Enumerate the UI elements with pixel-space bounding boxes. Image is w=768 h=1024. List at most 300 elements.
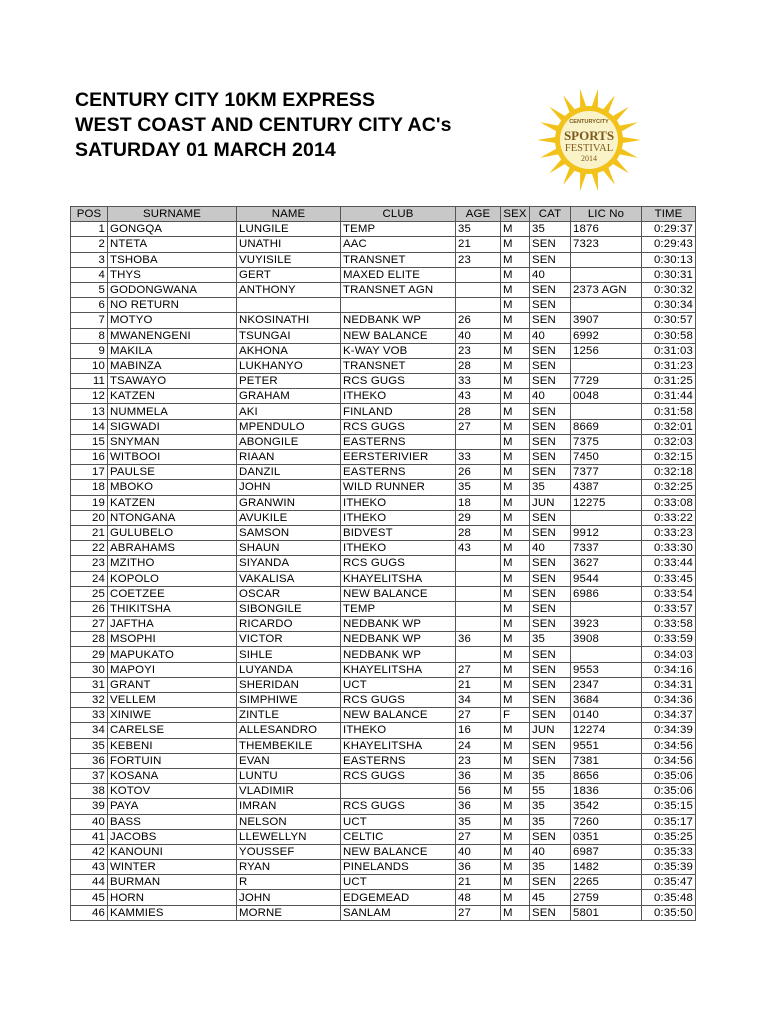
surname-cell: MOTYO (108, 313, 237, 328)
club-cell: K-WAY VOB (341, 343, 456, 358)
name-cell: AKI (237, 404, 341, 419)
time-cell: 0:33:54 (642, 586, 696, 601)
time-cell: 0:31:58 (642, 404, 696, 419)
age-cell: 36 (456, 768, 501, 783)
lic-no-cell: 6992 (571, 328, 642, 343)
time-cell: 0:29:37 (642, 222, 696, 237)
table-row (71, 647, 696, 662)
pos-cell: 24 (71, 571, 108, 586)
pos-cell: 10 (71, 358, 108, 373)
name-cell: NELSON (237, 814, 341, 829)
sex-cell: M (501, 784, 530, 799)
cat-cell: 40 (530, 328, 571, 343)
surname-cell: MSOPHI (108, 632, 237, 647)
table-row (71, 343, 696, 358)
pos-cell: 1 (71, 222, 108, 237)
pos-cell: 34 (71, 723, 108, 738)
age-cell: 23 (456, 252, 501, 267)
surname-cell: KATZEN (108, 495, 237, 510)
club-cell: RCS GUGS (341, 374, 456, 389)
lic-no-cell: 12275 (571, 495, 642, 510)
name-cell: MORNE (237, 905, 341, 920)
lic-no-cell: 12274 (571, 723, 642, 738)
table-row (71, 328, 696, 343)
table-row (71, 905, 696, 920)
table-row (71, 829, 696, 844)
pos-cell: 16 (71, 450, 108, 465)
surname-cell: SNYMAN (108, 434, 237, 449)
header-name: NAME (237, 207, 341, 222)
name-cell: ABONGILE (237, 434, 341, 449)
surname-cell: MBOKO (108, 480, 237, 495)
club-cell: NEDBANK WP (341, 313, 456, 328)
sex-cell: M (501, 753, 530, 768)
lic-no-cell: 5801 (571, 905, 642, 920)
name-cell: SHERIDAN (237, 677, 341, 692)
age-cell (456, 282, 501, 297)
club-cell: NEW BALANCE (341, 708, 456, 723)
age-cell (456, 434, 501, 449)
lic-no-cell: 3923 (571, 617, 642, 632)
age-cell: 36 (456, 860, 501, 875)
cat-cell: SEN (530, 525, 571, 540)
club-cell: MAXED ELITE (341, 267, 456, 282)
table-row (71, 404, 696, 419)
pos-cell: 13 (71, 404, 108, 419)
age-cell (456, 298, 501, 313)
table-row (71, 282, 696, 297)
cat-cell: SEN (530, 662, 571, 677)
name-cell: EVAN (237, 753, 341, 768)
club-cell: RCS GUGS (341, 419, 456, 434)
table-row (71, 419, 696, 434)
surname-cell: MAKILA (108, 343, 237, 358)
lic-no-cell: 1876 (571, 222, 642, 237)
sun-ray (619, 122, 638, 132)
club-cell: NEW BALANCE (341, 844, 456, 859)
surname-cell: SIGWADI (108, 419, 237, 434)
lic-no-cell: 9551 (571, 738, 642, 753)
pos-cell: 30 (71, 662, 108, 677)
age-cell (456, 267, 501, 282)
pos-cell: 46 (71, 905, 108, 920)
time-cell: 0:32:15 (642, 450, 696, 465)
club-cell: FINLAND (341, 404, 456, 419)
table-row (71, 237, 696, 252)
club-cell: UCT (341, 814, 456, 829)
lic-no-cell: 3627 (571, 556, 642, 571)
sex-cell: F (501, 708, 530, 723)
surname-cell: NTETA (108, 237, 237, 252)
logo-line-1: CENTURYCITY (569, 119, 609, 125)
table-row (71, 753, 696, 768)
cat-cell: SEN (530, 601, 571, 616)
age-cell (456, 647, 501, 662)
time-cell: 0:33:57 (642, 601, 696, 616)
club-cell: WILD RUNNER (341, 480, 456, 495)
pos-cell: 5 (71, 282, 108, 297)
surname-cell: NTONGANA (108, 510, 237, 525)
sex-cell: M (501, 814, 530, 829)
time-cell: 0:34:16 (642, 662, 696, 677)
table-row (71, 267, 696, 282)
surname-cell: VELLEM (108, 693, 237, 708)
age-cell (456, 556, 501, 571)
sex-cell: M (501, 586, 530, 601)
race-date: SATURDAY 01 MARCH 2014 (75, 139, 336, 161)
surname-cell: NUMMELA (108, 404, 237, 419)
age-cell: 43 (456, 389, 501, 404)
time-cell: 0:33:58 (642, 617, 696, 632)
club-cell: TEMP (341, 222, 456, 237)
club-cell: ITHEKO (341, 495, 456, 510)
age-cell: 33 (456, 450, 501, 465)
cat-cell: 40 (530, 389, 571, 404)
surname-cell: KAMMIES (108, 905, 237, 920)
name-cell: UNATHI (237, 237, 341, 252)
pos-cell: 18 (71, 480, 108, 495)
club-cell: ITHEKO (341, 389, 456, 404)
lic-no-cell: 7377 (571, 465, 642, 480)
sex-cell: M (501, 662, 530, 677)
cat-cell: SEN (530, 708, 571, 723)
table-row (71, 723, 696, 738)
sex-cell: M (501, 541, 530, 556)
age-cell: 35 (456, 222, 501, 237)
sex-cell: M (501, 768, 530, 783)
name-cell: TSUNGAI (237, 328, 341, 343)
lic-no-cell (571, 298, 642, 313)
club-cell: KHAYELITSHA (341, 571, 456, 586)
name-cell: JOHN (237, 890, 341, 905)
lic-no-cell (571, 358, 642, 373)
sex-cell: M (501, 480, 530, 495)
table-row (71, 252, 696, 267)
name-cell: LUKHANYO (237, 358, 341, 373)
time-cell: 0:33:08 (642, 495, 696, 510)
sex-cell: M (501, 844, 530, 859)
time-cell: 0:32:01 (642, 419, 696, 434)
name-cell: VAKALISA (237, 571, 341, 586)
lic-no-cell: 7260 (571, 814, 642, 829)
lic-no-cell: 8669 (571, 419, 642, 434)
age-cell: 35 (456, 480, 501, 495)
pos-cell: 19 (71, 495, 108, 510)
lic-no-cell: 1836 (571, 784, 642, 799)
surname-cell: COETZEE (108, 586, 237, 601)
cat-cell: SEN (530, 829, 571, 844)
cat-cell: SEN (530, 753, 571, 768)
header-cat: CAT (530, 207, 571, 222)
cat-cell: JUN (530, 495, 571, 510)
surname-cell: NO RETURN (108, 298, 237, 313)
name-cell: SIMPHIWE (237, 693, 341, 708)
cat-cell: SEN (530, 404, 571, 419)
surname-cell: MZITHO (108, 556, 237, 571)
time-cell: 0:32:03 (642, 434, 696, 449)
table-row (71, 875, 696, 890)
name-cell: ZINTLE (237, 708, 341, 723)
time-cell: 0:35:33 (642, 844, 696, 859)
pos-cell: 33 (71, 708, 108, 723)
age-cell: 21 (456, 237, 501, 252)
surname-cell: PAYA (108, 799, 237, 814)
sex-cell: M (501, 328, 530, 343)
pos-cell: 3 (71, 252, 108, 267)
surname-cell: MWANENGENI (108, 328, 237, 343)
sex-cell: M (501, 434, 530, 449)
lic-no-cell (571, 601, 642, 616)
lic-no-cell: 3907 (571, 313, 642, 328)
sex-cell: M (501, 450, 530, 465)
pos-cell: 43 (71, 860, 108, 875)
time-cell: 0:34:36 (642, 693, 696, 708)
table-row (71, 768, 696, 783)
sex-cell: M (501, 419, 530, 434)
name-cell: VICTOR (237, 632, 341, 647)
sex-cell: M (501, 525, 530, 540)
table-row (71, 480, 696, 495)
sex-cell: M (501, 677, 530, 692)
age-cell: 36 (456, 799, 501, 814)
cat-cell: SEN (530, 677, 571, 692)
table-row (71, 465, 696, 480)
cat-cell: SEN (530, 875, 571, 890)
cat-cell: SEN (530, 586, 571, 601)
time-cell: 0:35:25 (642, 829, 696, 844)
cat-cell: SEN (530, 374, 571, 389)
cat-cell: SEN (530, 298, 571, 313)
cat-cell: SEN (530, 434, 571, 449)
age-cell: 27 (456, 419, 501, 434)
sex-cell: M (501, 723, 530, 738)
pos-cell: 23 (71, 556, 108, 571)
lic-no-cell: 0048 (571, 389, 642, 404)
table-row (71, 510, 696, 525)
surname-cell: GODONGWANA (108, 282, 237, 297)
time-cell: 0:30:13 (642, 252, 696, 267)
time-cell: 0:33:22 (642, 510, 696, 525)
sex-cell: M (501, 267, 530, 282)
time-cell: 0:30:58 (642, 328, 696, 343)
organizer-title: WEST COAST AND CENTURY CITY AC's (75, 114, 452, 136)
pos-cell: 6 (71, 298, 108, 313)
table-row (71, 814, 696, 829)
surname-cell: KEBENI (108, 738, 237, 753)
age-cell: 40 (456, 844, 501, 859)
sex-cell: M (501, 875, 530, 890)
cat-cell: SEN (530, 571, 571, 586)
pos-cell: 27 (71, 617, 108, 632)
name-cell: VUYISILE (237, 252, 341, 267)
age-cell: 28 (456, 525, 501, 540)
cat-cell: 35 (530, 814, 571, 829)
time-cell: 0:34:56 (642, 738, 696, 753)
time-cell: 0:29:43 (642, 237, 696, 252)
club-cell: SANLAM (341, 905, 456, 920)
name-cell: VLADIMIR (237, 784, 341, 799)
lic-no-cell: 7323 (571, 237, 642, 252)
club-cell: NEDBANK WP (341, 617, 456, 632)
name-cell: ALLESANDRO (237, 723, 341, 738)
table-row (71, 617, 696, 632)
sex-cell: M (501, 556, 530, 571)
cat-cell: 35 (530, 860, 571, 875)
sun-ray (537, 137, 556, 143)
sex-cell: M (501, 465, 530, 480)
sex-cell: M (501, 313, 530, 328)
name-cell: GERT (237, 267, 341, 282)
surname-cell: MABINZA (108, 358, 237, 373)
cat-cell: SEN (530, 738, 571, 753)
age-cell: 27 (456, 905, 501, 920)
time-cell: 0:34:56 (642, 753, 696, 768)
name-cell: ANTHONY (237, 282, 341, 297)
sex-cell: M (501, 222, 530, 237)
club-cell: RCS GUGS (341, 799, 456, 814)
club-cell (341, 784, 456, 799)
cat-cell: SEN (530, 419, 571, 434)
name-cell: PETER (237, 374, 341, 389)
table-row (71, 556, 696, 571)
name-cell: RYAN (237, 860, 341, 875)
age-cell: 33 (456, 374, 501, 389)
cat-cell: JUN (530, 723, 571, 738)
surname-cell: TSAWAYO (108, 374, 237, 389)
lic-no-cell: 8656 (571, 768, 642, 783)
club-cell: KHAYELITSHA (341, 662, 456, 677)
cat-cell: SEN (530, 647, 571, 662)
sex-cell: M (501, 693, 530, 708)
club-cell (341, 298, 456, 313)
age-cell: 28 (456, 358, 501, 373)
table-row (71, 450, 696, 465)
surname-cell: TSHOBA (108, 252, 237, 267)
time-cell: 0:34:37 (642, 708, 696, 723)
club-cell: KHAYELITSHA (341, 738, 456, 753)
sex-cell: M (501, 389, 530, 404)
time-cell: 0:30:34 (642, 298, 696, 313)
club-cell: ITHEKO (341, 723, 456, 738)
club-cell: EASTERNS (341, 434, 456, 449)
sex-cell: M (501, 799, 530, 814)
lic-no-cell: 1256 (571, 343, 642, 358)
cat-cell: SEN (530, 252, 571, 267)
logo-line-3: FESTIVAL (564, 143, 614, 154)
table-row (71, 844, 696, 859)
table-row (71, 708, 696, 723)
age-cell: 40 (456, 328, 501, 343)
name-cell: SHAUN (237, 541, 341, 556)
club-cell: TRANSNET (341, 252, 456, 267)
sex-cell: M (501, 252, 530, 267)
lic-no-cell (571, 267, 642, 282)
club-cell: NEDBANK WP (341, 647, 456, 662)
age-cell: 48 (456, 890, 501, 905)
cat-cell: 35 (530, 768, 571, 783)
cat-cell: SEN (530, 465, 571, 480)
race-title: CENTURY CITY 10KM EXPRESS (75, 89, 376, 111)
cat-cell: 35 (530, 632, 571, 647)
name-cell: GRAHAM (237, 389, 341, 404)
age-cell: 26 (456, 313, 501, 328)
lic-no-cell: 9544 (571, 571, 642, 586)
name-cell: LUNTU (237, 768, 341, 783)
pos-cell: 17 (71, 465, 108, 480)
table-row (71, 860, 696, 875)
surname-cell: KOTOV (108, 784, 237, 799)
club-cell: UCT (341, 677, 456, 692)
age-cell: 26 (456, 465, 501, 480)
header-pos: POS (71, 207, 108, 222)
lic-no-cell (571, 510, 642, 525)
age-cell: 27 (456, 708, 501, 723)
lic-no-cell: 0351 (571, 829, 642, 844)
club-cell: CELTIC (341, 829, 456, 844)
surname-cell: GONGQA (108, 222, 237, 237)
sun-ray (622, 137, 641, 143)
sun-ray (592, 172, 598, 191)
age-cell (456, 601, 501, 616)
time-cell: 0:35:39 (642, 860, 696, 875)
header-time: TIME (642, 207, 696, 222)
lic-no-cell: 9912 (571, 525, 642, 540)
name-cell: DANZIL (237, 465, 341, 480)
name-cell (237, 298, 341, 313)
time-cell: 0:31:44 (642, 389, 696, 404)
time-cell: 0:31:03 (642, 343, 696, 358)
surname-cell: KOPOLO (108, 571, 237, 586)
table-row (71, 693, 696, 708)
time-cell: 0:35:17 (642, 814, 696, 829)
time-cell: 0:35:47 (642, 875, 696, 890)
time-cell: 0:31:25 (642, 374, 696, 389)
pos-cell: 12 (71, 389, 108, 404)
name-cell: YOUSSEF (237, 844, 341, 859)
surname-cell: PAULSE (108, 465, 237, 480)
sex-cell: M (501, 571, 530, 586)
header-club: CLUB (341, 207, 456, 222)
surname-cell: BASS (108, 814, 237, 829)
pos-cell: 4 (71, 267, 108, 282)
sun-ray (580, 172, 586, 191)
sex-cell: M (501, 905, 530, 920)
sex-cell: M (501, 601, 530, 616)
sex-cell: M (501, 738, 530, 753)
cat-cell: 35 (530, 222, 571, 237)
cat-cell: 55 (530, 784, 571, 799)
pos-cell: 38 (71, 784, 108, 799)
time-cell: 0:34:03 (642, 647, 696, 662)
pos-cell: 44 (71, 875, 108, 890)
table-row (71, 313, 696, 328)
club-cell: TRANSNET (341, 358, 456, 373)
cat-cell: 40 (530, 844, 571, 859)
lic-no-cell: 4387 (571, 480, 642, 495)
lic-no-cell: 1482 (571, 860, 642, 875)
name-cell: MPENDULO (237, 419, 341, 434)
sex-cell: M (501, 237, 530, 252)
club-cell: ITHEKO (341, 510, 456, 525)
pos-cell: 2 (71, 237, 108, 252)
club-cell: RCS GUGS (341, 556, 456, 571)
club-cell: NEW BALANCE (341, 328, 456, 343)
lic-no-cell: 2347 (571, 677, 642, 692)
table-row (71, 784, 696, 799)
name-cell: JOHN (237, 480, 341, 495)
surname-cell: KOSANA (108, 768, 237, 783)
name-cell: SIBONGILE (237, 601, 341, 616)
